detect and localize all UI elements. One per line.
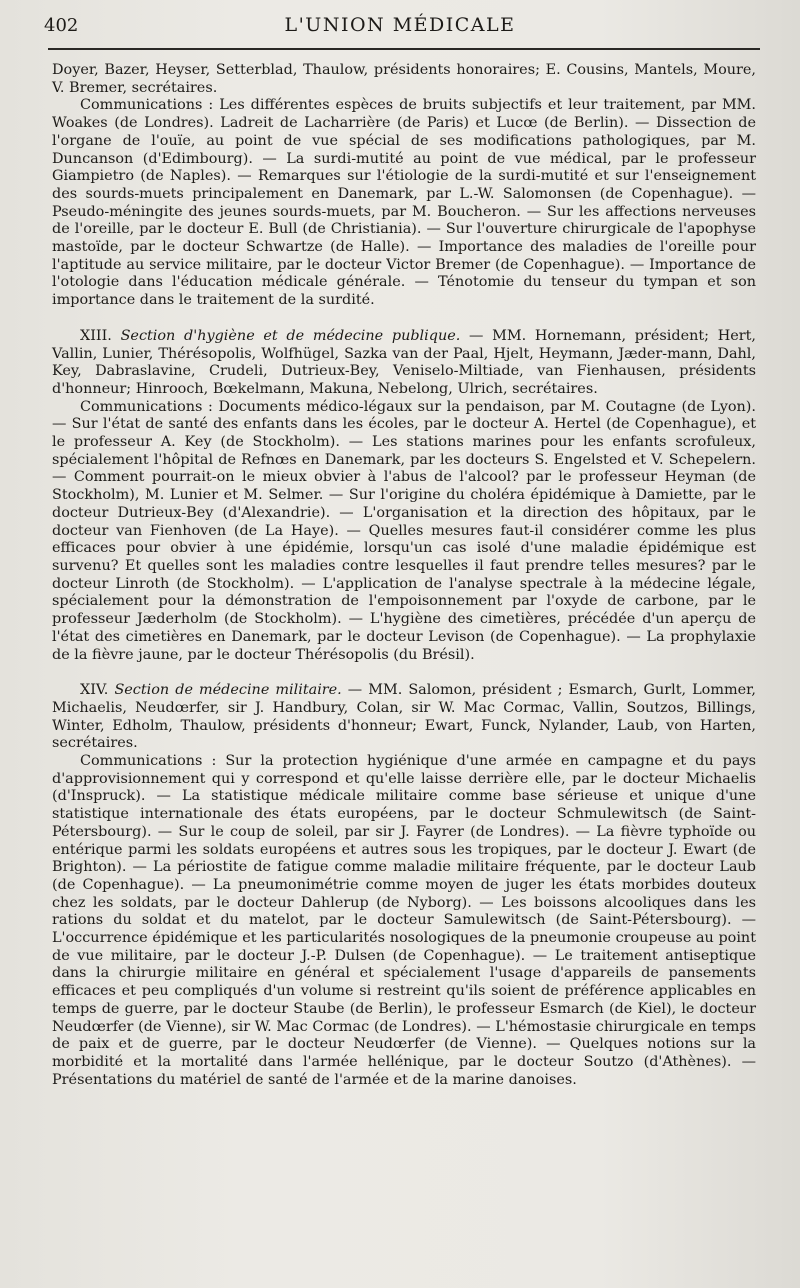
section-xiii-title: Section d'hygiène et de médecine publique. [120,327,461,344]
section-xiv-number: XIV. [80,682,109,699]
section-xiv-title: Section de médecine militaire. [114,682,342,699]
running-title: L'UNION MÉDICALE [284,14,516,36]
section-xiv-heading [52,682,756,753]
section-xii-communications: Communications : Les différentes espèces de bruits subjectifs et leur traitement, par MM. Woakes (de Londres). Ladreit de Lacharrière (de Paris) et Lucœ (de Berlin). — Dissection de l'organe de l'ouïe, au point de vue spécial de ses modifications pathologiques, par M. Duncanson (d'Edimbourg). — La surdi-mutité au point de vue médical, par le professeur Giampietro (de Naples). — Remarques sur l'étiologie de la surdi-mutité et sur l'enseignement des sourds-muets principalement en Danemark, par L.-W. Salomonsen (de Copenhague). — Pseudo-méningite des jeunes sourds-muets, par M. Boucheron. — Sur les affections nerveuses de l'oreille, par le docteur E. Bull (de Christiania). — Sur l'ouverture chirurgicale de l'apophyse mastoïde, par le docteur Schwartze (de Halle). — Importance des maladies de l'oreille pour l'aptitude au service militaire, par le docteur Victor Bremer (de Copenhague). — Importance de l'otologie dans l'éducation médicale générale. — Ténotomie du tenseur du tympan et son importance dans le traitement de la surdité. [52,97,756,309]
section-xiii-communications: Communications : Documents médico-légaux sur la pendaison, par M. Coutagne (de Lyon). — Sur l'état de santé des enfants dans les écoles, par le docteur A. Hertel (de Copenhague), et le professeur A. Key (de Stockholm). — Les stations marines pour les enfants scrofuleux, spécialement l'hôpital de Refnœs en Danemark, par les docteurs S. Engelsted et V. Schepelern. — Comment pourrait-on le mieux obvier à l'abus de l'alcool? par le professeur Heyman (de Stockholm), M. Lunier et M. Selmer. — Sur l'origine du choléra épidémique à Damiette, par le docteur Dutrieux-Bey (d'Alexandrie). — L'organisation et la direction des hôpitaux, par le docteur van Fienhoven (de La Haye). — Quelles mesures faut-il considérer comme les plus efficaces pour obvier à une épidémie, lorsqu'un cas isolé d'une maladie épidémique est survenu? Et quelles sont les maladies contre lesquelles il faut prendre telles mesures? par le docteur Linroth (de Stockholm). — L'application de l'analyse spectrale à la médecine légale, spécialement pour la démonstration de l'empoisonnement par l'oxyde de carbone, par le professeur Jæderholm (de Stockholm). — L'hygiène des cimetières, précédée d'un aperçu de l'état des cimetières en Danemark, par le docteur Levison (de Copenhague). — La prophylaxie de la fièvre jaune, par le docteur Thérésopolis (du Brésil). [52,398,756,663]
section-xii-officers: Doyer, Bazer, Heyser, Setterblad, Thaulow, présidents honoraires; E. Cousins, Mantels, Moure, V. Bremer, secrétaires. [52,62,756,96]
section-xiv-officers: — MM. Salomon, président ; Esmarch, Gurlt, Lommer, Michaelis, Neudœrfer, sir J. Handbury, Colan, sir W. Mac Cormac, Vallin, Soutzos, Billings, Winter, Edholm, Thaulow, présidents d'honneur; Ewart, Funck, Nylander, Laub, von Harten, secrétaires. [52,682,756,752]
spacer [52,310,756,328]
section-xiii-officers: — MM. Hornemann, président; Hert, Vallin, Lunier, Thérésopolis, Wolfhügel, Sazka van der Paal, Hjelt, Heymann, Jæder-mann, Dahl, Key, Dabraslavine, Crudeli, Dutrieux-Bey, Veniselo-Miltiade, van Fienhausen, présidents d'honneur; Hinrooch, Bœkelmann, Makuna, Nebelong, Ulrich, secrétaires. [52,327,757,397]
page-header [44,14,756,42]
spacer [52,664,756,682]
section-xiv-communications: Communications : Sur la protection hygiénique d'une armée en campagne et du pays d'approvisionnement qui y correspond et qu'elle laisse derrière elle, par le docteur Michaelis (d'Inspruck). — La statistique médicale militaire comme base sérieuse et unique d'une statistique internationale des états européens, par le docteur Schmulewitsch (de Saint-Pétersbourg). — Sur le coup de soleil, par sir J. Fayrer (de Londres). — La fièvre typhoïde ou entérique parmi les soldats européens et autres sous les tropiques, par le docteur J. Ewart (de Brighton). — La périostite de fatigue comme maladie militaire fréquente, par le docteur Laub (de Copenhague). — La pneumonimétrie comme moyen de juger les états morbides douteux chez les soldats, par le docteur Dahlerup (de Nyborg). — Les boissons alcooliques dans les rations du soldat et du matelot, par le docteur Samulewitsch (de Saint-Pétersbourg). — L'occurrence épidémique et les particularités nosologiques de la pneumonie croupeuse au point de vue militaire, par le docteur J.-P. Dulsen (de Copenhague). — Le traitement antiseptique dans la chirurgie militaire en général et spécialement l'usage d'appareils de pansements efficaces et peu compliqués d'un volume si restreint qu'ils soient de préférence applicables en temps de guerre, par le docteur Staube (de Berlin), le professeur Esmarch (de Kiel), le docteur Neudœrfer (de Vienne), sir W. Mac Cormac (de Londres). — L'hémostasie chirurgicale en temps de paix et de guerre, par le docteur Neudœrfer (de Vienne). — Quelques notions sur la morbidité et la mortalité dans l'armée hellénique, par le docteur Soutzo (d'Athènes). — Présentations du matériel de santé de l'armée et de la marine danoises. [52,753,756,1088]
section-xiii-heading [52,328,756,399]
section-xiii-number: XIII. [80,327,112,344]
header-rule [48,48,760,50]
page-number: 402 [44,15,79,36]
